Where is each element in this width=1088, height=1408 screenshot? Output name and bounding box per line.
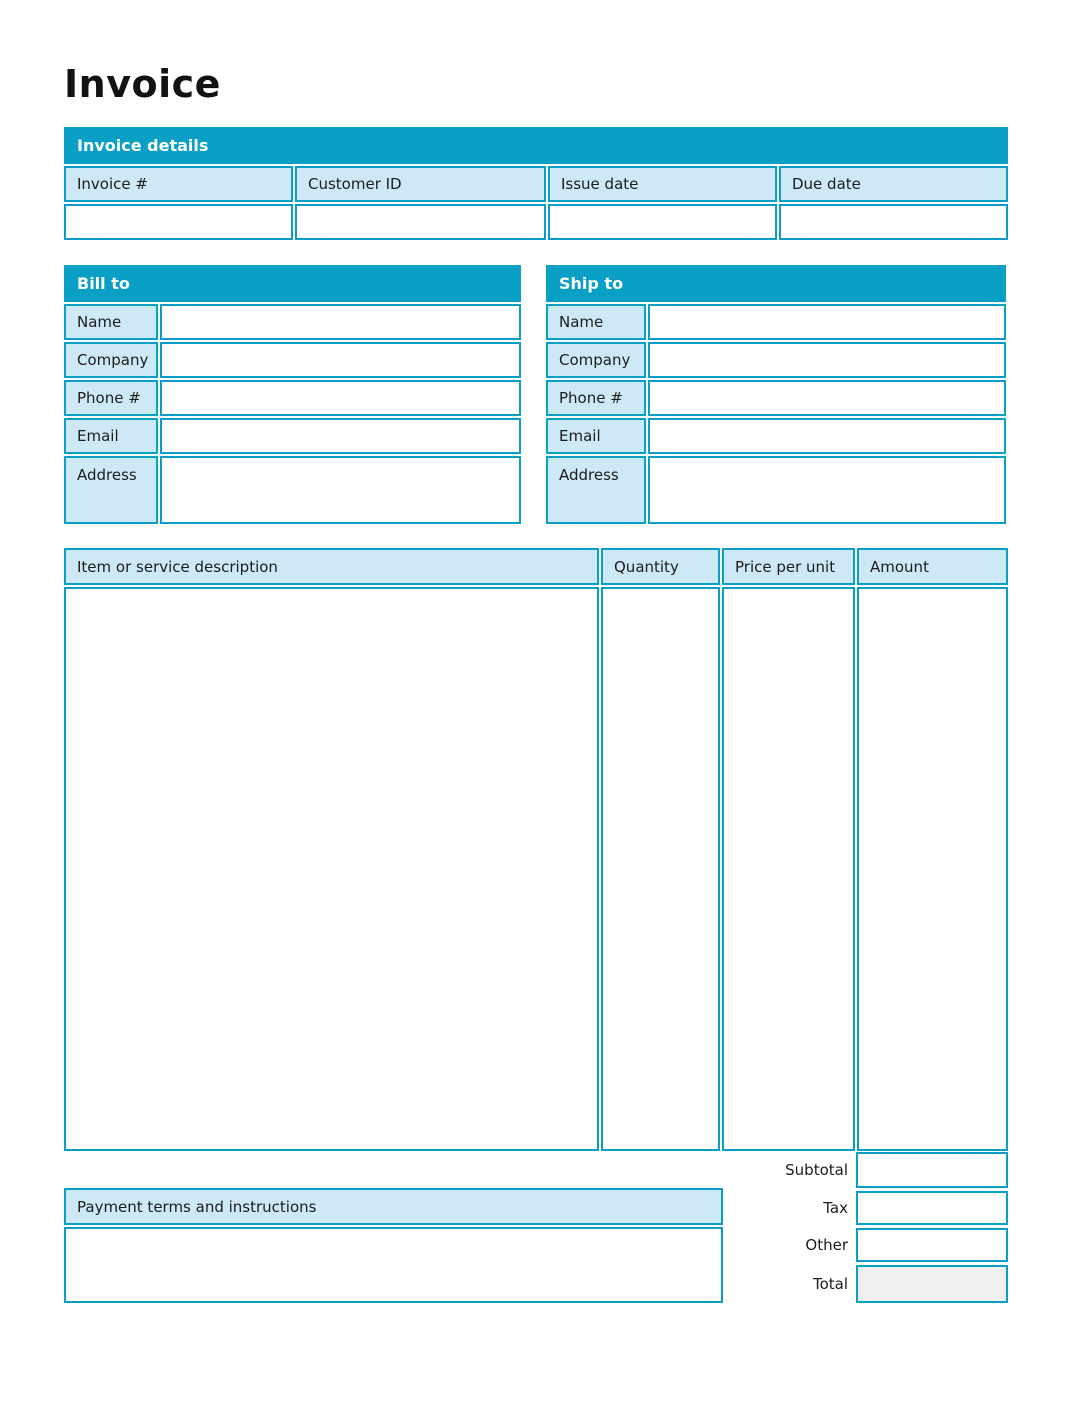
subtotal-input[interactable]: [856, 1152, 1008, 1188]
price-per-unit-column-header: Price per unit: [722, 548, 855, 585]
item-description-column-header: Item or service description: [64, 548, 599, 585]
items-table: [64, 548, 1008, 1151]
ship-to-company-input[interactable]: [648, 342, 1006, 378]
bill-to-name-label: Name: [64, 304, 158, 340]
bill-to-company-input[interactable]: [160, 342, 521, 378]
issue-date-label: Issue date: [548, 166, 777, 202]
customer-id-input[interactable]: [295, 204, 546, 240]
totals-values: [856, 1152, 1008, 1303]
amount-column-header: Amount: [857, 548, 1008, 585]
bill-to-address-label: Address: [64, 456, 158, 524]
ship-to-address-input[interactable]: [648, 456, 1006, 524]
subtotal-label: Subtotal: [785, 1161, 848, 1179]
due-date-input[interactable]: [779, 204, 1008, 240]
ship-to-table: [546, 265, 1008, 524]
ship-to-header: Ship to: [546, 265, 1006, 302]
payment-terms-header: Payment terms and instructions: [64, 1188, 723, 1225]
ship-to-email-input[interactable]: [648, 418, 1006, 454]
quantity-input[interactable]: [601, 587, 720, 1151]
ship-to-company-label: Company: [546, 342, 646, 378]
quantity-column-header: Quantity: [601, 548, 720, 585]
invoice-details-table: [64, 127, 1008, 240]
invoice-details-header: Invoice details: [64, 127, 1008, 164]
ship-to-name-label: Name: [546, 304, 646, 340]
bill-to-phone-input[interactable]: [160, 380, 521, 416]
amount-input[interactable]: [857, 587, 1008, 1151]
bill-to-name-input[interactable]: [160, 304, 521, 340]
bill-to-company-label: Company: [64, 342, 158, 378]
ship-to-phone-label: Phone #: [546, 380, 646, 416]
ship-to-address-label: Address: [546, 456, 646, 524]
ship-to-name-input[interactable]: [648, 304, 1006, 340]
item-description-input[interactable]: [64, 587, 599, 1151]
ship-to-email-label: Email: [546, 418, 646, 454]
total-label: Total: [812, 1275, 848, 1293]
page-title: Invoice: [64, 62, 221, 106]
ship-to-phone-input[interactable]: [648, 380, 1006, 416]
bill-to-email-label: Email: [64, 418, 158, 454]
customer-id-label: Customer ID: [295, 166, 546, 202]
bill-to-phone-label: Phone #: [64, 380, 158, 416]
invoice-number-input[interactable]: [64, 204, 293, 240]
invoice-number-label: Invoice #: [64, 166, 293, 202]
due-date-label: Due date: [779, 166, 1008, 202]
issue-date-input[interactable]: [548, 204, 777, 240]
payment-terms-table: [64, 1188, 723, 1303]
other-input[interactable]: [856, 1228, 1008, 1262]
bill-to-address-input[interactable]: [160, 456, 521, 524]
total-input[interactable]: [856, 1265, 1008, 1303]
other-label: Other: [805, 1236, 848, 1254]
payment-terms-input[interactable]: [64, 1227, 723, 1303]
bill-to-email-input[interactable]: [160, 418, 521, 454]
tax-input[interactable]: [856, 1191, 1008, 1225]
bill-to-header: Bill to: [64, 265, 521, 302]
bill-to-table: [64, 265, 523, 524]
tax-label: Tax: [823, 1199, 848, 1217]
price-per-unit-input[interactable]: [722, 587, 855, 1151]
